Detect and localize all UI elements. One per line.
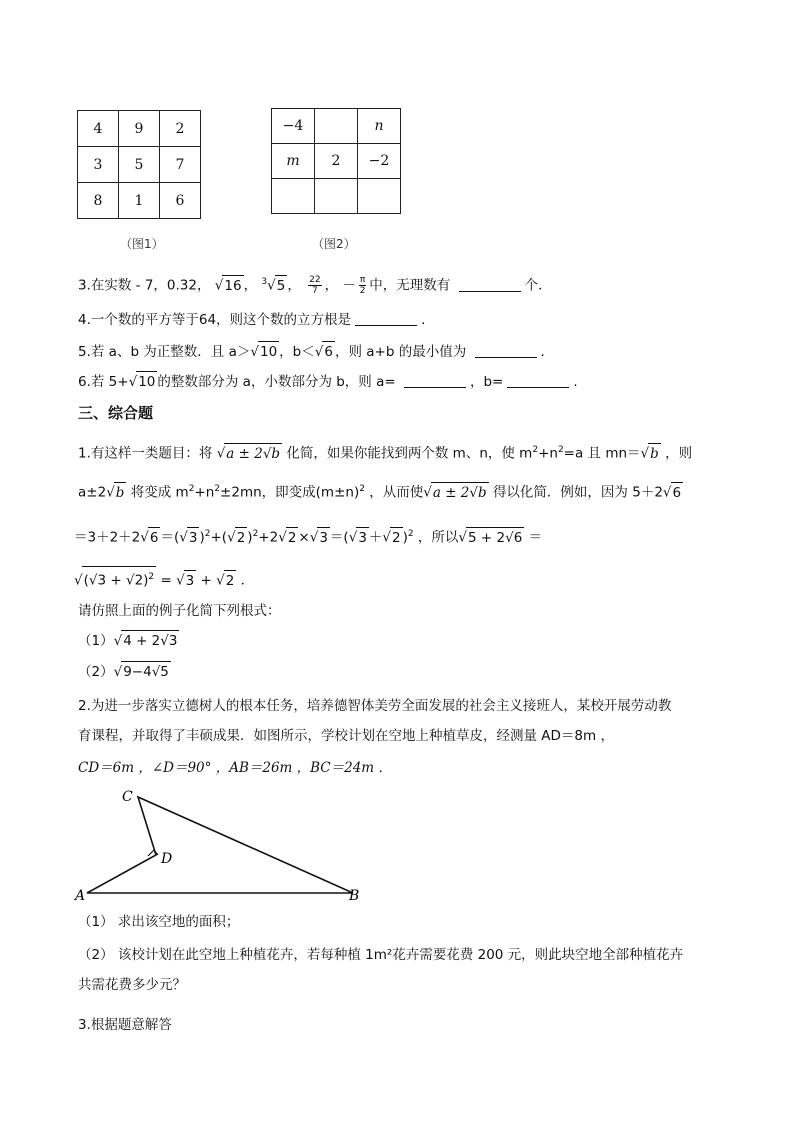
- question-3: 3.在实数 - 7，0.32， √16 ， $^3$√5 ， $\frac{22}{7}$ ， － $\frac{\pi}{2}$ 中，无理数有 个．: [78, 275, 552, 296]
- label-C: C: [122, 789, 133, 805]
- cell: 2: [160, 111, 201, 147]
- q1-line3: ＝3＋2＋2√6 ＝(√3 )$^2$+(√2 )$^2$+2√2 ×√3 ＝(√3 ＋√2 )$^2$ ，所以√5 + 2√6 ＝: [74, 524, 542, 548]
- magic-square-figure2: [271, 108, 401, 214]
- cell: 4: [78, 111, 119, 147]
- q1-line2: a±2√b 将变成 $m^2+n^2\pm 2mn$，即变成$(m\pm n)^2$ ，从而使√a ± 2√b 得以化简．例如，因为 5＋2√6: [78, 479, 683, 503]
- q1-instruction: 请仿照上面的例子化简下列根式：: [78, 603, 281, 619]
- q2-subquestion2-cont: 共需花费多少元？: [78, 977, 186, 993]
- figure1-caption: （图1）: [120, 237, 164, 251]
- label-B: B: [349, 888, 360, 904]
- q1-part2: （2）√9−4√5: [78, 661, 171, 682]
- q2-subquestion1: （1） 求出该空地的面积；: [78, 914, 240, 930]
- q2-subquestion2: （2） 该校计划在此空地上种植花卉，若每种植 1m²花卉需要花费 200 元，则此块空地全部种植花卉: [78, 947, 684, 963]
- cell: −4: [272, 109, 315, 144]
- diagram-outline: [87, 797, 353, 893]
- label-D: D: [161, 851, 173, 867]
- q2-line1: 2.为进一步落实立德树人的根本任务，培养德智体美劳全面发展的社会主义接班人，某校开展劳动教: [78, 698, 672, 714]
- cell: [358, 179, 401, 214]
- magic-square-figure1: [77, 110, 201, 219]
- section-title: 三、综合题: [78, 404, 154, 422]
- q2-line3: CD＝6m ，∠D＝90° ，AB＝26m ，BC＝24m ．: [78, 760, 392, 776]
- cell: 9: [119, 111, 160, 147]
- cell: n: [358, 109, 401, 144]
- answer-blank[interactable]: [507, 373, 569, 388]
- cell: 5: [119, 147, 160, 183]
- cell: 1: [119, 183, 160, 219]
- cell: 7: [160, 147, 201, 183]
- question-4: 4.一个数的平方等于64，则这个数的立方根是 .: [78, 312, 426, 328]
- q1-line4: $√(√3 + √2)^2 = √3 + √2$ ．: [74, 566, 254, 591]
- cell: [315, 109, 358, 144]
- cell: [315, 179, 358, 214]
- q1-line1: 1.有这样一类题目：将 √a ± 2√b 化简，如果你能找到两个数 m、n，使 $m^2+n^2=a$ 且 mn＝√b ，则: [78, 440, 692, 464]
- cell: 8: [78, 183, 119, 219]
- cell: [272, 179, 315, 214]
- q1-part1: （1）√4 + 2√3: [78, 630, 179, 651]
- cell: 2: [315, 144, 358, 179]
- question-6: 6.若 5+√10 的整数部分为 a，小数部分为 b，则 a= ，b= ．: [78, 371, 587, 392]
- figure2-caption: （图2）: [312, 237, 356, 251]
- quadrilateral-diagram: [70, 785, 370, 905]
- q2-line2: 育课程，并取得了丰硕成果．如图所示，学校计划在空地上种植草皮，经测量 AD＝8m ，: [78, 728, 614, 744]
- cell: 3: [78, 147, 119, 183]
- answer-blank[interactable]: [404, 373, 466, 388]
- answer-blank[interactable]: [475, 343, 537, 358]
- answer-blank[interactable]: [355, 311, 417, 326]
- q3-title: 3.根据题意解答: [78, 1017, 172, 1033]
- answer-blank[interactable]: [459, 277, 521, 292]
- label-A: A: [75, 888, 86, 904]
- cell: −2: [358, 144, 401, 179]
- question-5: 5.若 a、b 为正整数．且 a＞√10 ，b＜√6 ，则 a+b 的最小值为 ．: [78, 341, 554, 362]
- cell: m: [272, 144, 315, 179]
- cell: 6: [160, 183, 201, 219]
